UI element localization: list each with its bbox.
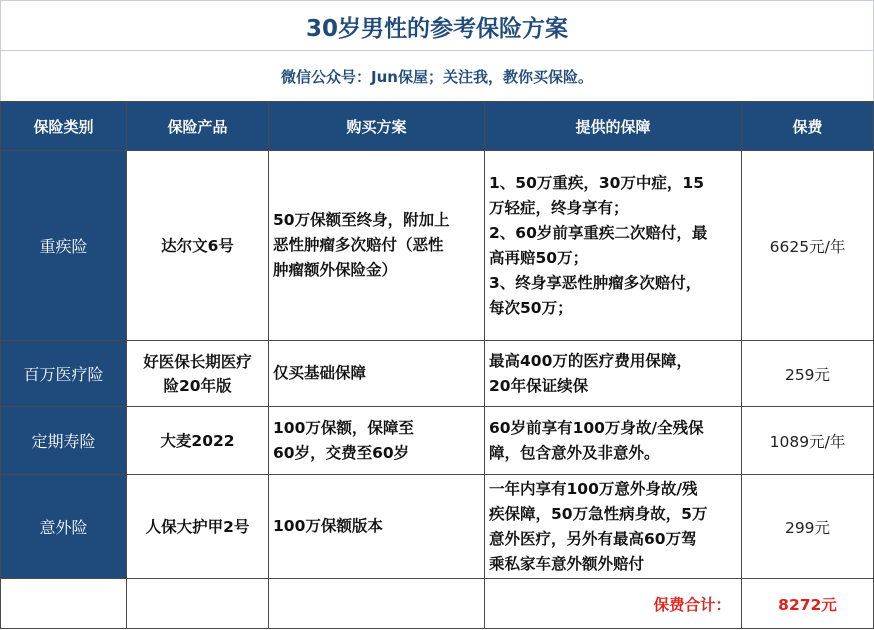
table-row (1, 341, 874, 407)
row-premium: 6625元/年 (742, 151, 874, 341)
table-row (1, 407, 874, 475)
header-product: 保险产品 (127, 102, 269, 151)
total-label: 保费合计： (485, 579, 742, 629)
insurance-table (0, 101, 874, 629)
row-product: 好医保长期医疗 险20年版 (127, 341, 269, 407)
total-empty-cell (127, 579, 269, 629)
row-category: 意外险 (1, 475, 127, 579)
row-coverage: 1、50万重疾，30万中症，15 万轻症，终身享有； 2、60岁前享重疾二次赔付，最 高再赔50万； 3、终身享恶性肿瘤多次赔付， 每次50万； (485, 151, 742, 341)
row-category: 重疾险 (1, 151, 127, 341)
row-premium: 1089元/年 (742, 407, 874, 475)
row-coverage: 一年内享有100万意外身故/残 疾保障，50万急性病身故，5万 意外医疗，另外有最高60万驾 乘私家车意外额外赔付 (485, 475, 742, 579)
header-plan: 购买方案 (269, 102, 485, 151)
row-premium: 259元 (742, 341, 874, 407)
row-plan: 100万保额，保障至 60岁，交费至60岁 (269, 407, 485, 475)
row-plan: 100万保额版本 (269, 475, 485, 579)
header-premium: 保费 (742, 102, 874, 151)
total-empty-cell (269, 579, 485, 629)
row-product: 人保大护甲2号 (127, 475, 269, 579)
row-product: 达尔文6号 (127, 151, 269, 341)
page-title: 30岁男性的参考保险方案 (0, 0, 874, 51)
row-category: 定期寿险 (1, 407, 127, 475)
row-coverage: 最高400万的医疗费用保障， 20年保证续保 (485, 341, 742, 407)
table-row (1, 475, 874, 579)
table-header-row (1, 102, 874, 151)
total-value: 8272元 (742, 579, 874, 629)
header-category: 保险类别 (1, 102, 127, 151)
page-subtitle: 微信公众号：Jun保屋；关注我，教你买保险。 (0, 50, 874, 101)
row-plan: 仅买基础保障 (269, 341, 485, 407)
row-plan: 50万保额至终身，附加上 恶性肿瘤多次赔付（恶性 肿瘤额外保险金） (269, 151, 485, 341)
table-row (1, 151, 874, 341)
total-row (1, 579, 874, 629)
row-coverage: 60岁前享有100万身故/全残保 障，包含意外及非意外。 (485, 407, 742, 475)
row-product: 大麦2022 (127, 407, 269, 475)
row-premium: 299元 (742, 475, 874, 579)
row-category: 百万医疗险 (1, 341, 127, 407)
total-empty-cell (1, 579, 127, 629)
header-coverage: 提供的保障 (485, 102, 742, 151)
